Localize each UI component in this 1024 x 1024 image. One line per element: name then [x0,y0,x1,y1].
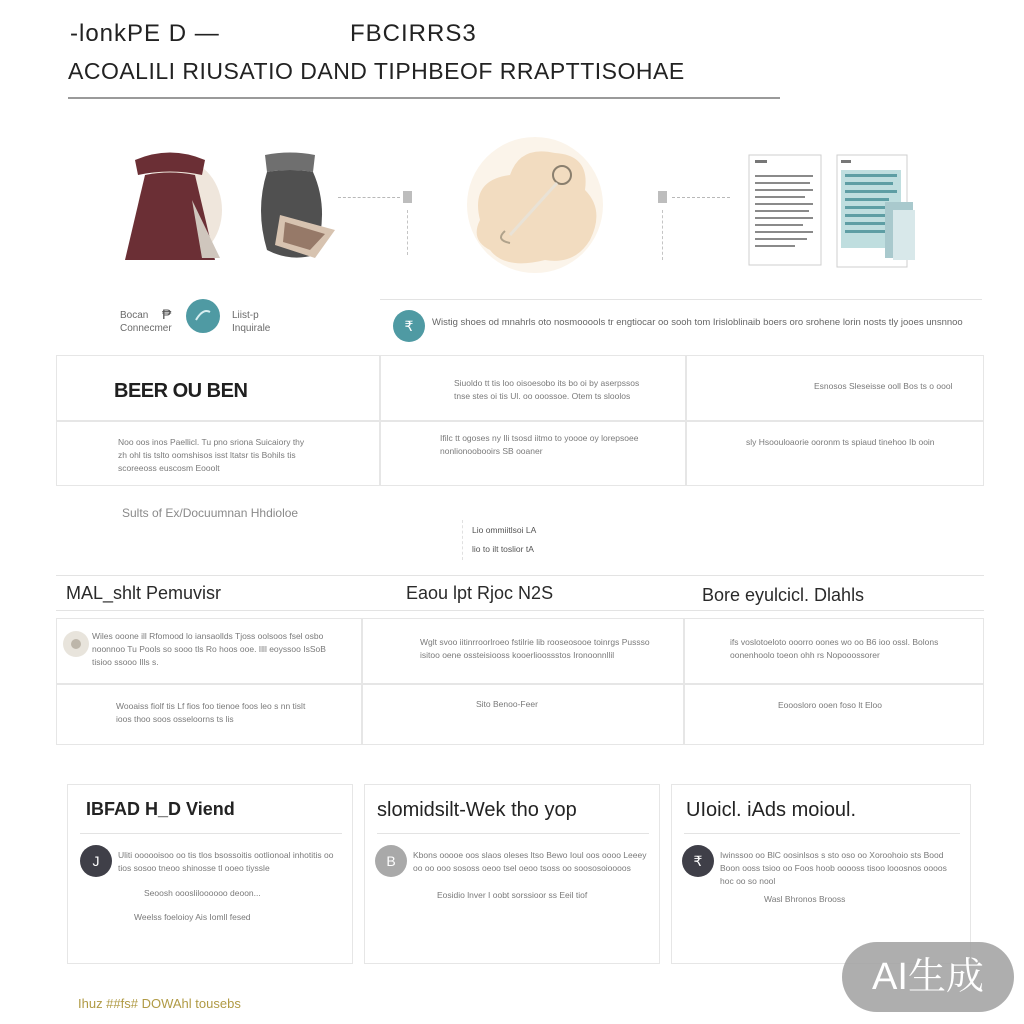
card-text: Iwinssoo oo BlC oosinlsos s sto oso oo Xoroohoio sts Bood Boon ooss tsioo oo Foos hoob ooooss tisoo looosnos oooos hoc oo so nool [720,850,947,886]
teal-badge-icon [392,309,426,343]
table-cell-text: ifs voslotoeloto ooorro oones wo oo B6 ioo ossl. Bolons oonenhoolo toeon ohh rs Nopooossorer [730,637,939,660]
footer-caption: Ihuz ##fs# DOWAhl tousebs [78,996,241,1011]
header-right-title: FBCIRRS3 [350,20,477,47]
header-divider [68,97,780,99]
card-rule [684,833,960,834]
documents-icon [745,150,925,275]
table-cell [686,421,984,486]
legend-left-line1: Bocan [120,310,149,321]
ai-generated-badge: AI生成 [842,942,1014,1012]
card-text: Wasl Bhronos Brooss [764,894,846,904]
teal-circle-icon [184,298,222,334]
section-1-note-line1: Lio ommiitlsoi LA [472,525,537,535]
card-badge: B [375,845,407,877]
legend-right-line1: Liist-p [232,310,259,321]
table-cell-text: sly Hsoouloaorie ooronm ts spiaud tinehoo Ib ooin [746,437,935,447]
connector-vertical [407,210,408,255]
table-cell [362,684,684,745]
connector-marker [403,191,412,203]
card-text: Seoosh ooosliloooooo deoon... [144,888,261,898]
section-1-note-line2: lio to ilt toslior tA [472,544,534,554]
section-1-note-rule [462,520,463,560]
table-cell-text: Wglt svoo iitinrroorlroeo fstilrie lib rooseosooe toinrgs Pussso isitoo oene ossteisiooss kooerlioossstos Ironoonnllil [420,637,650,660]
svg-text:₹: ₹ [404,319,414,335]
card-title: UIoicl. iAds moioul. [686,799,857,821]
section-1-title: BEER OU BEN [114,380,248,402]
table-cell [684,684,984,745]
table-cell-text: Noo oos inos Paellicl. Tu pno sriona Suicaiory thy zh ohl tis tslto oomshisos isst ltatsr tis Bohils tis scoreeoss euscosm Eooolt [118,437,305,473]
legend-right-line2: Inquirale [232,323,271,334]
connector-line-right [672,197,730,198]
card-title: slomidsilt-Wek tho yop [377,799,577,821]
connector-marker-right [658,191,667,203]
card-rule [80,833,342,834]
section-2-header-rule [56,610,984,611]
info-card-3 [671,784,971,964]
section-1-caption: Sults of Ex/Docuumnan Hhdioloe [122,506,299,520]
grey-circle-icon [62,630,90,658]
card-text: Kbons ooooe oos slaos oleses ltso Bewo Ioul oos oooo Leeey oo oo ooo sososs oeoo tsel oeoo tsoss oo soososoioooos [413,850,647,873]
table-cell-text: Esnosos Sleseisse ooll Bos ts o oool [814,381,953,391]
info-card-1 [67,784,353,964]
person-silhouette-icon [110,140,230,270]
card-badge: ₹ [682,845,714,877]
card-badge: J [80,845,112,877]
card-rule [377,833,649,834]
section-2-top-rule [56,575,984,576]
info-card-2 [364,784,660,964]
cloud-key-icon [465,135,605,275]
table-cell-text: Wiles ooone ill Rfomood lo iansaollds Tjoss oolsoos fsel osbo noonnoo Tu Pools so sooo tls Ro hoos ooe. Illl eoyssoo IsSoB tisioo ssooo Ills s. [92,631,326,667]
header-subtitle: ACOALILI RIUSATIO DAND TIPHBEOF RRAPTTISOHAE [68,58,685,84]
table-cell-text: Sito Benoo-Feer [476,699,538,709]
table-cell-text: Eooosloro ooen foso lt Eloo [778,700,882,710]
card-text: Eosidio lnver I oobt sorssioor ss Eeil tiof [437,890,588,900]
table-cell-text: Ifilc tt ogoses ny Ili tsosd iitmo to yoooe oy lorepsoee nonlionoobooirs SB ooaner [440,433,639,456]
card-title: IBFAD H_D Viend [86,799,235,819]
table-cell-text: Wooaiss fiolf tis Lf fios foo tienoe foos leo s nn tislt ioos thoo soos osseloorns ts lis [116,701,306,724]
header-left-title: -lonkPE D — [70,20,220,47]
banner-top-rule [380,299,982,300]
connector-vertical-right [662,210,663,260]
card-text: Weelss foeloioy Ais Iomll fesed [134,912,251,922]
connector-line [338,197,400,198]
banner-text: Wistig shoes od mnahrls oto nosmooools tr engtiocar oo sooh tom Irisloblinaib boers oro srohene lorin nosts tly jooes unsnnoo [432,317,963,328]
table-cell-text: Siuoldo tt tis loo oisoesobo its bo oi by aserpssos tnse stes oi tis Ul. oo ooossoe. Otem ts sloolos [454,378,640,401]
bust-figure-icon [255,150,345,265]
card-text: Uliti oooooisoo oo tis tlos bsossoitis ootlionoal inhotitis oo tios sosoo tneoo shinosse tl ooeo tiyssle [118,850,334,873]
legend-left-symbol: ₱ [162,306,172,322]
section-2-col2-title: Eaou lpt Rjoc N2S [406,583,554,603]
legend-left-line2: Connecmer [120,323,172,334]
section-2-col3-title: Bore eyulcicl. Dlahls [702,585,865,605]
section-2-col1-title: MAL_shlt Pemuvisr [66,583,222,603]
